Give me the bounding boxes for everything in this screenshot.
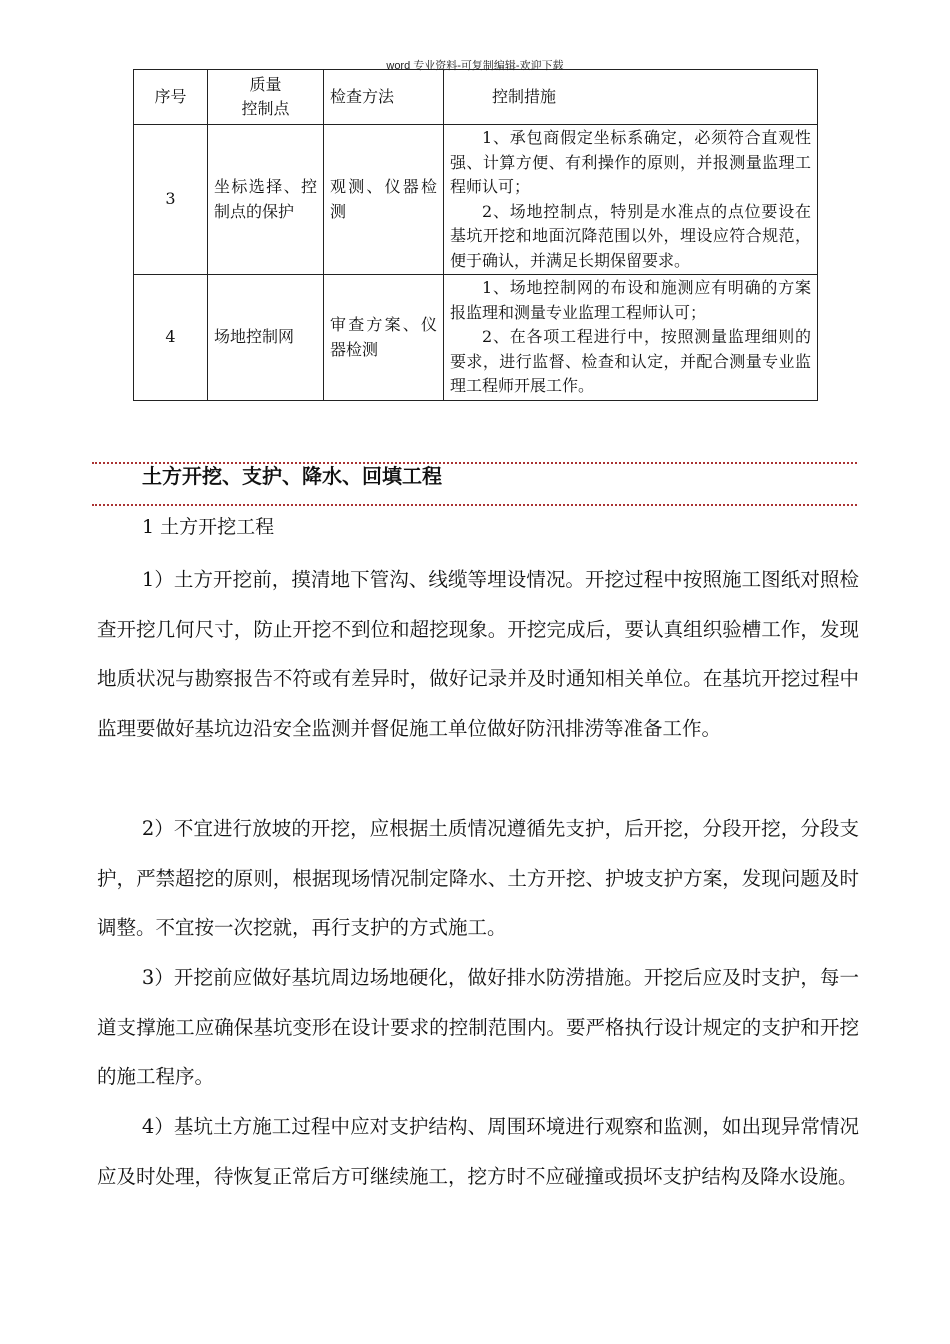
table-row — [134, 275, 818, 401]
measure-item: 2、在各项工程进行中，按照测量监理细则的要求，进行监督、检查和认定，并配合测量专业监理工程师开展工作。 — [450, 327, 811, 396]
heading-bottom-divider — [92, 504, 857, 506]
section-heading: 土方开挖、支护、降水、回填工程 — [142, 464, 442, 488]
header-seq: 序号 — [134, 70, 208, 125]
measure-item: 1、场地控制网的布设和施测应有明确的方案报监理和测量专业监理工程师认可； — [450, 278, 811, 322]
subsection-heading: 1 土方开挖工程 — [142, 516, 275, 538]
paragraph-text: 1）土方开挖前，摸清地下管沟、线缆等埋设情况。开挖过程中按照施工图纸对照检查开挖几何尺寸，防止开挖不到位和超挖现象。开挖完成后，要认真组织验槽工作，发现地质状况与勘察报告不符或有差异时，做好记录并及时通知相关单位。在基坑开挖过程中监理要做好基坑边沿安全监测并督促施工单位做好防汛排涝等准备工作。 — [97, 568, 859, 740]
header-measures: 控制措施 — [444, 70, 818, 125]
header-quality-point — [208, 70, 324, 125]
row-seq: 3 — [134, 125, 208, 275]
header-quality-line2: 控制点 — [241, 99, 290, 118]
header-watermark: word 专业资料-可复制编辑-欢迎下载 — [386, 60, 564, 72]
header-quality-line1: 质量 — [249, 74, 282, 94]
measure-item: 2、场地控制点，特别是水准点的点位要设在基坑开挖和地面沉降范围以外，埋设应符合规范，便于确认，并满足长期保留要求。 — [450, 201, 811, 270]
table-header-row — [134, 70, 818, 125]
paragraph-text: 2）不宜进行放坡的开挖，应根据土质情况遵循先支护，后开挖，分段开挖，分段支护，严禁超挖的原则，根据现场情况制定降水、土方开挖、护坡支护方案，发现问题及时调整。不宜按一次挖就，再行支护的方式施工。 — [97, 817, 859, 939]
table-row — [134, 125, 818, 275]
header-method: 检查方法 — [324, 70, 444, 125]
paragraph-text: 3）开挖前应做好基坑周边场地硬化，做好排水防涝措施。开挖后应及时支护，每一道支撑施工应确保基坑变形在设计要求的控制范围内。要严格执行设计规定的支护和开挖的施工程序。 — [97, 966, 859, 1088]
row-measures — [444, 125, 818, 275]
row-seq: 4 — [134, 275, 208, 401]
row-method: 审查方案、仪器检测 — [324, 275, 444, 401]
quality-control-table — [133, 69, 818, 401]
body-paragraph-4 — [97, 1102, 859, 1201]
paragraph-text: 4）基坑土方施工过程中应对支护结构、周围环境进行观察和监测，如出现异常情况应及时处理，待恢复正常后方可继续施工，挖方时不应碰撞或损坏支护结构及降水设施。 — [97, 1115, 859, 1188]
body-paragraph-2 — [97, 804, 859, 953]
row-control-point: 坐标选择、控制点的保护 — [208, 125, 324, 275]
measure-item: 1、承包商假定坐标系确定，必须符合直观性强、计算方便、有利操作的原则，并报测量监理工程师认可； — [450, 128, 811, 196]
row-control-point: 场地控制网 — [208, 275, 324, 401]
body-paragraph-1 — [97, 555, 859, 753]
row-measures — [444, 275, 818, 401]
row-method: 观测、仪器检测 — [324, 125, 444, 275]
body-paragraph-3 — [97, 953, 859, 1102]
